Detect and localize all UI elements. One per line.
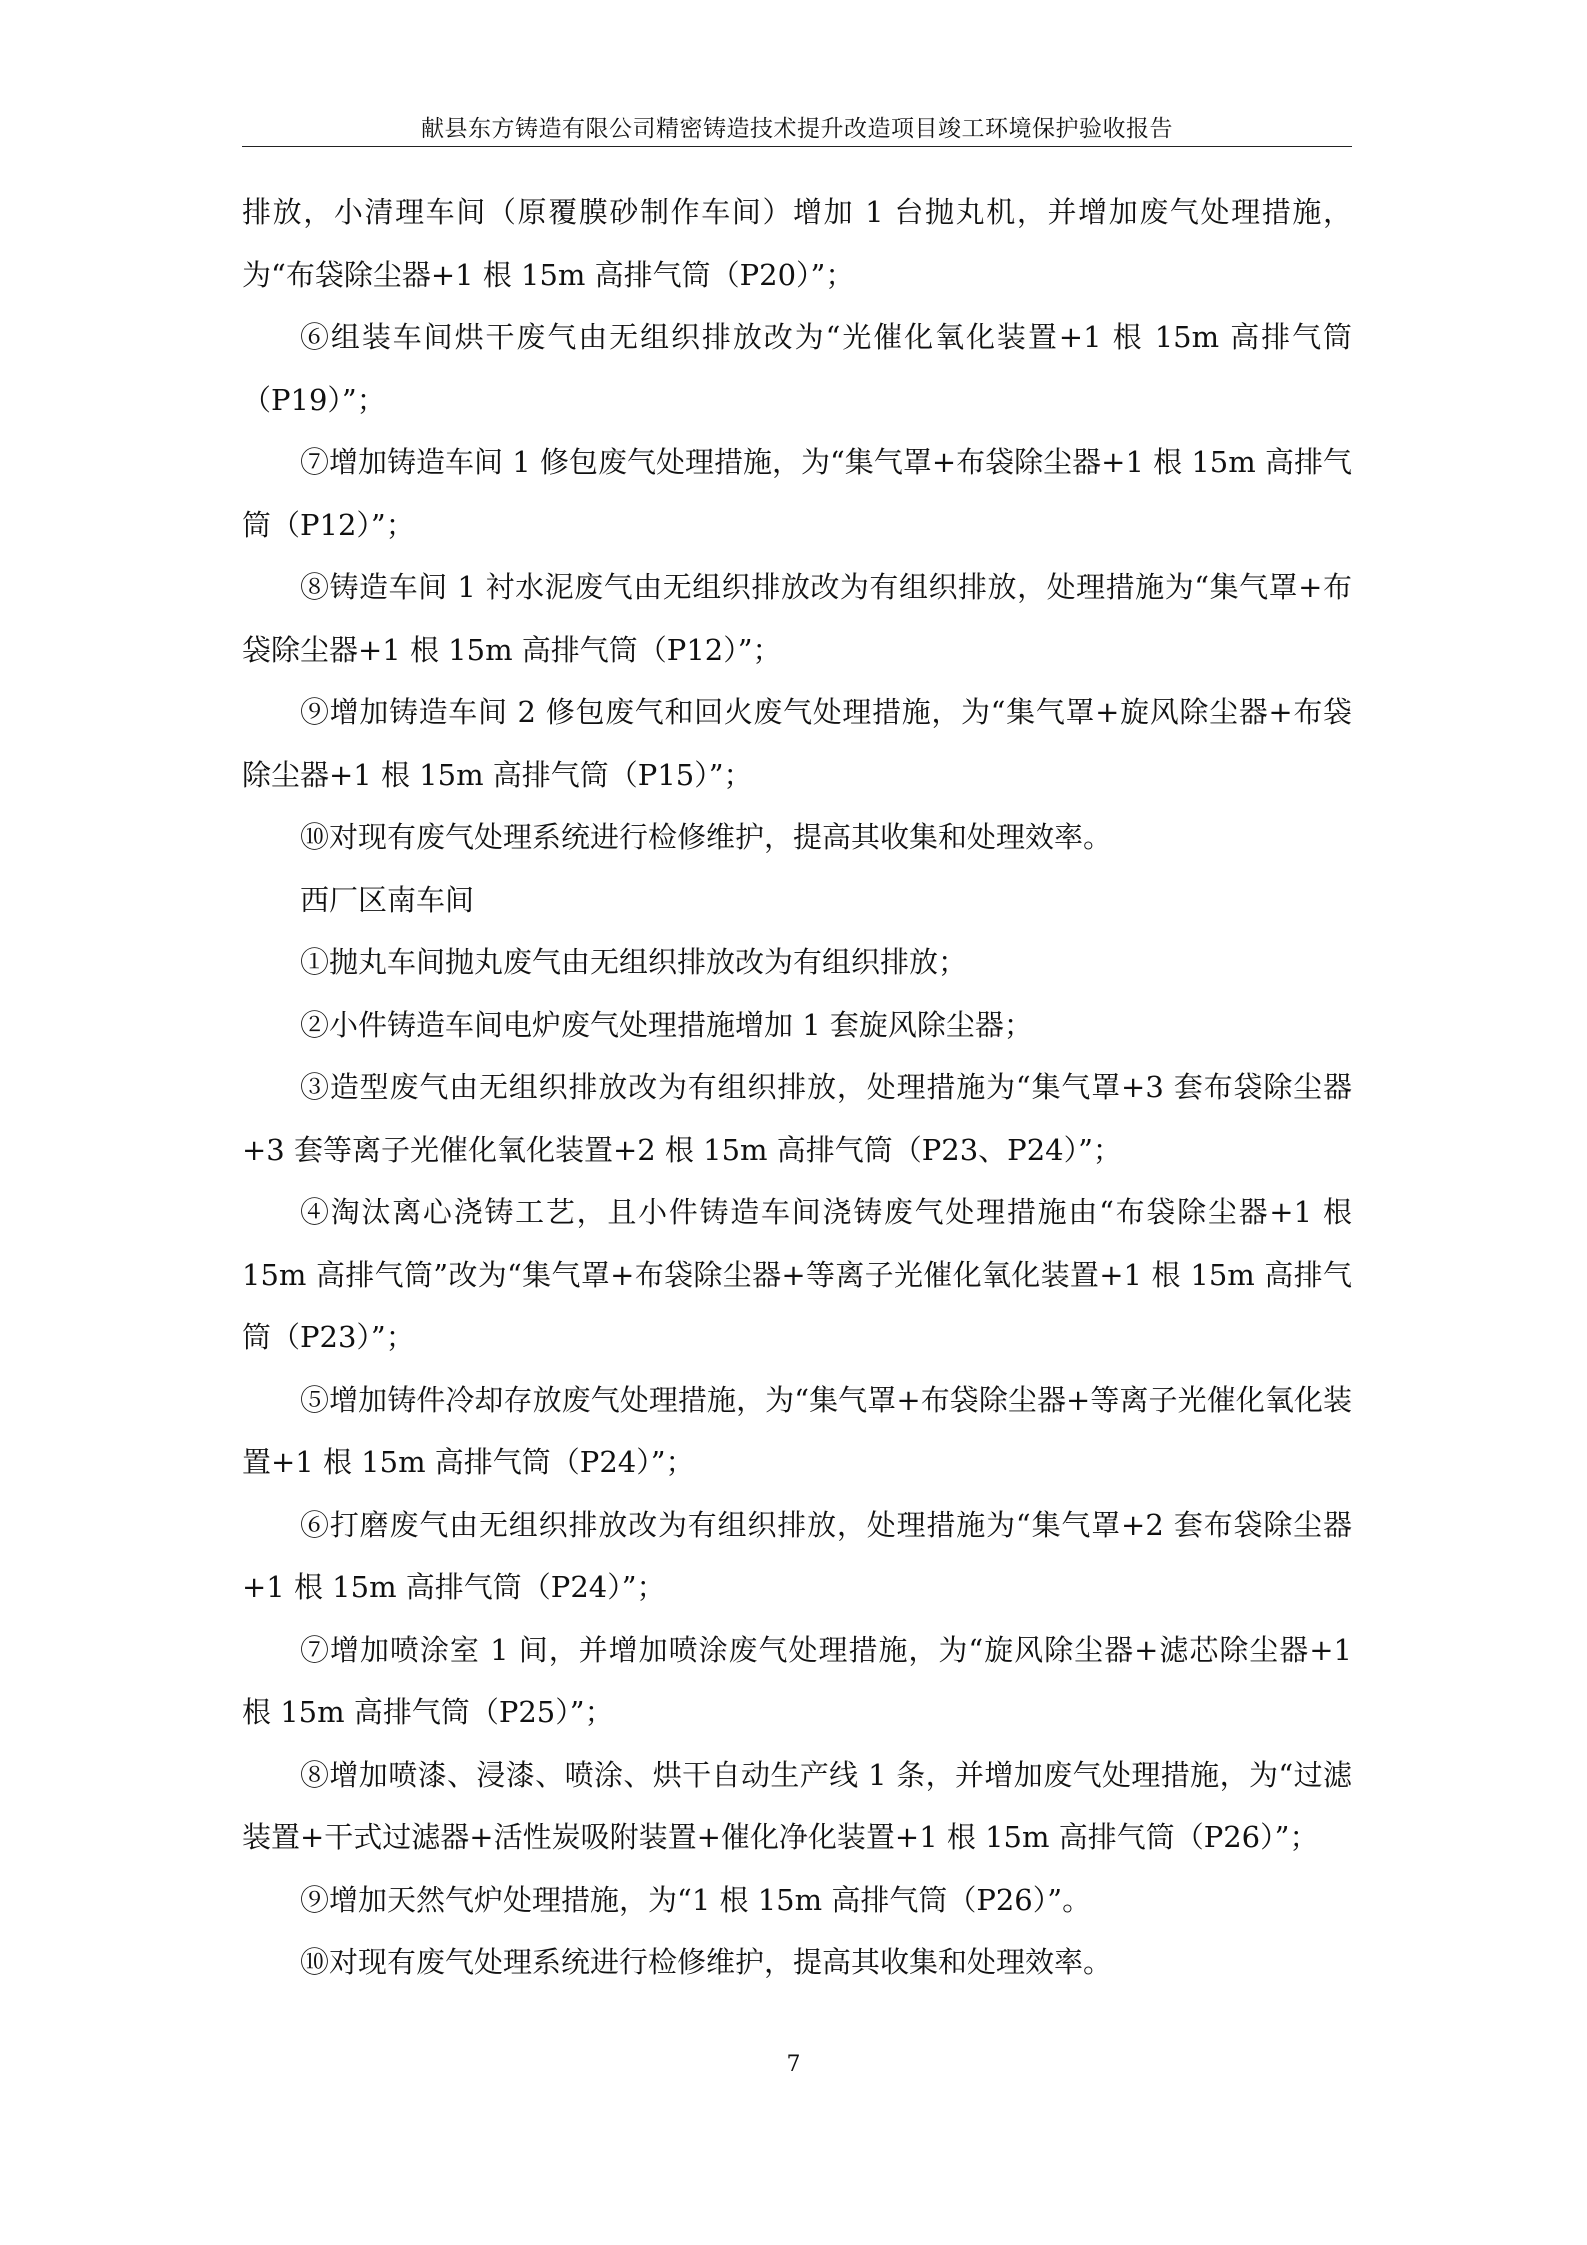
paragraph: ⑧增加喷漆、浸漆、喷涂、烘干自动生产线 1 条，并增加废气处理措施，为“过滤装置+干式过滤器+活性炭吸附装置+催化净化装置+1 根 15m 高排气筒（P26）”； (242, 1757, 1352, 1854)
paragraph: ⑤增加铸件冷却存放废气处理措施，为“集气罩+布袋除尘器+等离子光催化氧化装置+1 根 15m 高排气筒（P24）”； (242, 1382, 1352, 1479)
page-number: 7 (786, 2052, 801, 2077)
page-header: 献县东方铸造有限公司精密铸造技术提升改造项目竣工环境保护验收报告 (421, 116, 1173, 142)
section-heading: 西厂区南车间 (300, 882, 475, 917)
paragraph: ①抛丸车间抛丸废气由无组织排放改为有组织排放； (300, 945, 968, 979)
paragraph: ⑨增加天然气炉处理措施，为“1 根 15m 高排气筒（P26）”。 (300, 1882, 1092, 1917)
paragraph: ⑦增加喷涂室 1 间，并增加喷涂废气处理措施，为“旋风除尘器+滤芯除尘器+1 根 15m 高排气筒（P25）”； (242, 1632, 1352, 1729)
paragraph: ⑧铸造车间 1 衬水泥废气由无组织排放改为有组织排放，处理措施为“集气罩+布袋除尘器+1 根 15m 高排气筒（P12）”； (242, 570, 1352, 667)
paragraph: ⑦增加铸造车间 1 修包废气处理措施，为“集气罩+布袋除尘器+1 根 15m 高排气筒（P12）”； (242, 445, 1352, 542)
paragraph: ⑥打磨废气由无组织排放改为有组织排放，处理措施为“集气罩+2 套布袋除尘器+1 根 15m 高排气筒（P24）”； (242, 1507, 1352, 1604)
paragraph: ⑩对现有废气处理系统进行检修维护，提高其收集和处理效率。 (300, 1945, 1113, 1979)
paragraph: ⑨增加铸造车间 2 修包废气和回火废气处理措施，为“集气罩+旋风除尘器+布袋除尘器+1 根 15m 高排气筒（P15）”； (242, 695, 1352, 792)
paragraph: ③造型废气由无组织排放改为有组织排放，处理措施为“集气罩+3 套布袋除尘器+3 套等离子光催化氧化装置+2 根 15m 高排气筒（P23、P24）”； (242, 1070, 1352, 1167)
paragraph: ④淘汰离心浇铸工艺，且小件铸造车间浇铸废气处理措施由“布袋除尘器+1 根 15m 高排气筒”改为“集气罩+布袋除尘器+等离子光催化氧化装置+1 根 15m 高排气筒（P23）”； (242, 1195, 1352, 1354)
document-body (242, 181, 1352, 1994)
paragraph: ⑥组装车间烘干废气由无组织排放改为“光催化氧化装置+1 根 15m 高排气筒（P19）”； (242, 320, 1352, 417)
paragraph: ②小件铸造车间电炉废气处理措施增加 1 套旋风除尘器； (300, 1007, 1033, 1042)
paragraph: ⑩对现有废气处理系统进行检修维护，提高其收集和处理效率。 (300, 820, 1113, 854)
paragraph: 排放，小清理车间（原覆膜砂制作车间）增加 1 台抛丸机，并增加废气处理措施，为“布袋除尘器+1 根 15m 高排气筒（P20）”； (242, 195, 1352, 292)
header-divider (242, 146, 1352, 147)
